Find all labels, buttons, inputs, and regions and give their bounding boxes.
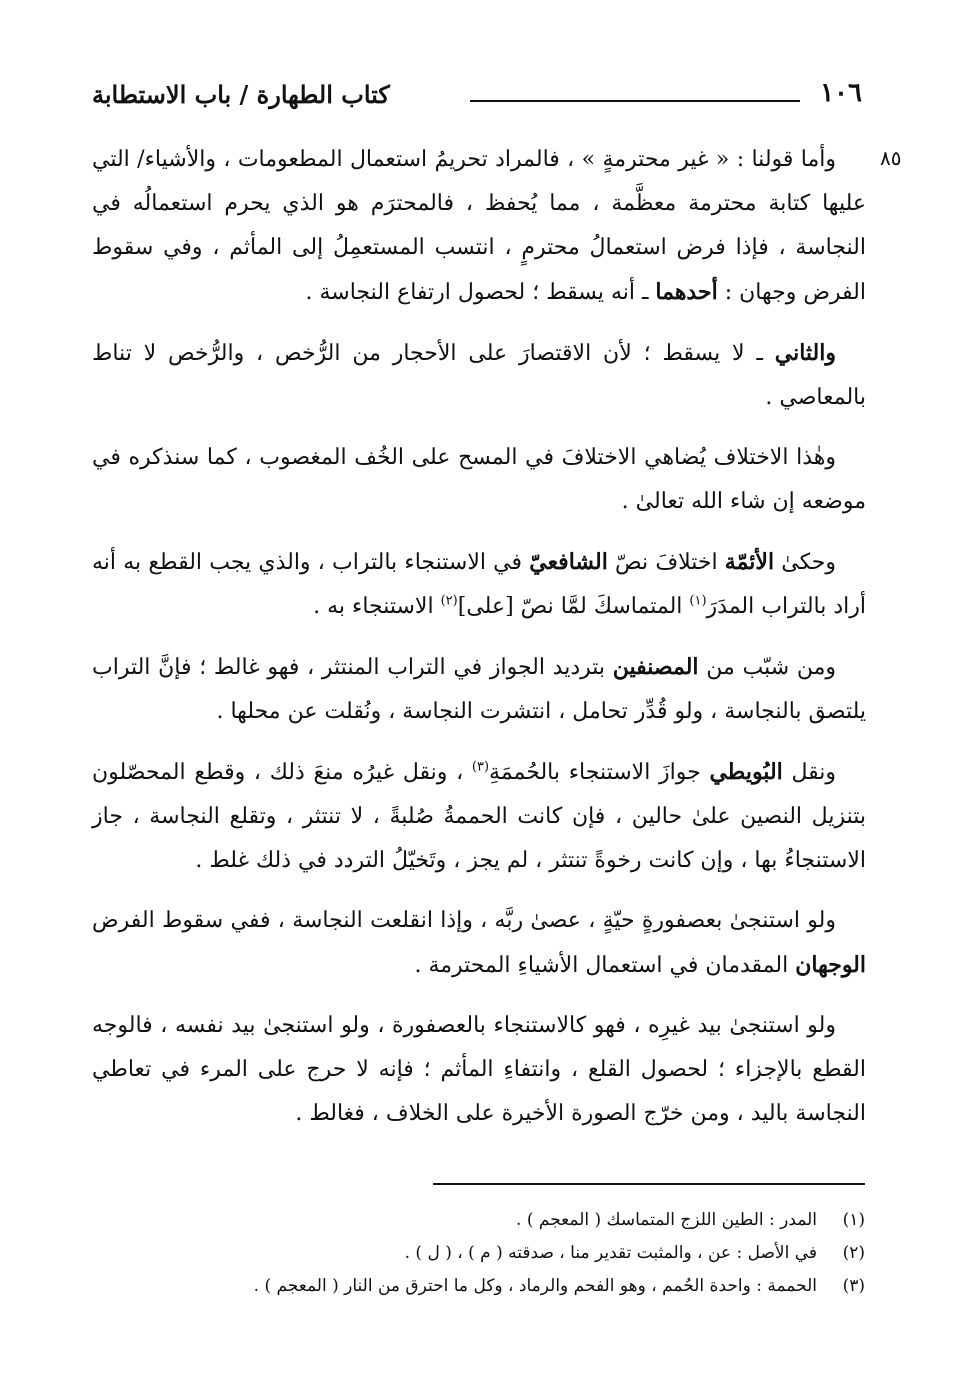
footnote: [91, 1237, 865, 1270]
paragraph: [92, 645, 866, 734]
page-number: ١٠٦: [820, 78, 862, 108]
text-run: ـ لا يسقط ؛ لأن الاقتصارَ على الأحجار من الرُّخص ، والرُّخص لا تناط بالمعاصي .: [92, 341, 866, 410]
footnote-number: (١): [842, 1210, 865, 1230]
text-run: ومن شبّب من: [698, 655, 836, 680]
text-run: ونقل: [782, 760, 837, 785]
paragraph: [92, 331, 866, 420]
footnote-separator: [433, 1183, 865, 1185]
text-run: الاستنجاء به .: [313, 594, 441, 619]
paragraph: [92, 540, 866, 629]
bold-term: الوجهان: [795, 952, 866, 978]
text-run: ولو استنجىٰ بعصفورةٍ حيّةٍ ، عصىٰ ربَّه ، وإذا انقلعت النجاسة ، ففي سقوط الفرض: [92, 908, 836, 933]
text-run: ولو استنجىٰ بيد غيرِه ، فهو كالاستنجاء بالعصفورة ، ولو استنجىٰ بيد نفسه ، فالوجه القطع بالإجزاء ؛ لحصول القلع ، وانتفاءِ المأثم ؛ فإنه لا حرج على المرء في تعاطي النجاسة باليد ، ومن خرّج الصورة الأخيرة على الخلاف ، فغالط .: [92, 1013, 866, 1126]
bold-term: والثاني: [774, 340, 836, 366]
running-title: كتاب الطهارة / باب الاستطابة: [92, 80, 390, 109]
page-header: [92, 78, 862, 122]
footnote-ref: (٢): [440, 593, 458, 609]
text-run: ـ أنه يسقط ؛ لحصول ارتفاع النجاسة .: [305, 280, 656, 305]
main-text: [92, 138, 866, 1152]
text-run: وهٰذا الاختلاف يُضاهي الاختلافَ في المسح على الخُف المغصوب ، كما سنذكره في موضعه إن شاء الله تعالىٰ .: [92, 445, 866, 514]
footnote-text: الحممة : واحدة الحُمم ، وهو الفحم والرماد ، وكل ما احترق من النار ( المعجم ) .: [253, 1276, 817, 1296]
text-run: اختلافَ نصّ: [607, 550, 725, 575]
text-run: ، ونقل غيرُه منعَ ذلك ، وقطع المحصّلون بتنزيل النصين علىٰ حالين ، فإن كانت الحممةُ صُلبةً ، لا تنتثر ، وتقلع النجاسة ، جاز الاستنجاءُ بها ، وإن كانت رخوةً تنتثر ، لم يجز ، وتَخيّلُ التردد في ذلك غلط .: [92, 760, 866, 873]
margin-folio-number: ٨٥: [880, 146, 902, 170]
text-run: المقدمان في استعمال الأشياءِ المحترمة .: [414, 953, 796, 978]
bold-term: المصنفين: [612, 654, 699, 680]
text-run: بترديد الجواز في التراب المنتثر ، فهو غالط ؛ فإنَّ التراب يلتصق بالنجاسة ، ولو قُدِّر تحامل ، انتشرت النجاسة ، ونُقلت عن محلها .: [92, 655, 866, 724]
bold-term: الأئمّة: [724, 549, 775, 575]
footnote-number: (٣): [842, 1276, 865, 1296]
header-rule: [470, 100, 800, 102]
bold-term: أحدهما: [655, 279, 718, 305]
paragraph: [92, 138, 866, 315]
footnote-ref: (٣): [471, 759, 490, 775]
footnote-number: (٢): [842, 1243, 865, 1263]
paragraph: [92, 750, 866, 883]
footnote: [91, 1270, 865, 1303]
text-run: في الاستنجاء بالتراب ، والذي يجب القطع به أنه أراد بالتراب المدَرَ: [92, 550, 866, 619]
text-run: المتماسكَ لمَّا نصّ [على]: [457, 594, 690, 619]
paragraph: [92, 1004, 866, 1136]
text-run: جوازَ الاستنجاء بالحُممَةِ: [489, 760, 710, 785]
paragraph: [92, 436, 866, 524]
footnote: [91, 1204, 865, 1237]
text-run: وأما قولنا : « غير محترمةٍ » ، فالمراد تحريمُ استعمال المطعومات ، والأشياء/ التي عليها كتابة محترمة معظَّمة ، مما يُحفظ ، فالمحترَم هو الذي يحرم استعمالُه في النجاسة ، فإذا فرض استعمالُ محترمٍ ، انتسب المستعمِلُ إلى المأثم ، وفي سقوط الفرض وجهان :: [92, 147, 866, 305]
footnote-text: في الأصل : عن ، والمثبت تقدير منا ، صدقته ( م ) ، ( ل ) .: [404, 1243, 817, 1263]
footnote-ref: (١): [689, 593, 707, 609]
bold-term: البُويطي: [709, 759, 783, 785]
paragraph: [92, 899, 866, 988]
footnote-text: المدر : الطين اللزج المتماسك ( المعجم ) .: [516, 1210, 817, 1230]
footnotes: [91, 1204, 865, 1303]
bold-term: الشافعيّ: [529, 549, 608, 575]
text-run: وحكىٰ: [774, 550, 836, 575]
